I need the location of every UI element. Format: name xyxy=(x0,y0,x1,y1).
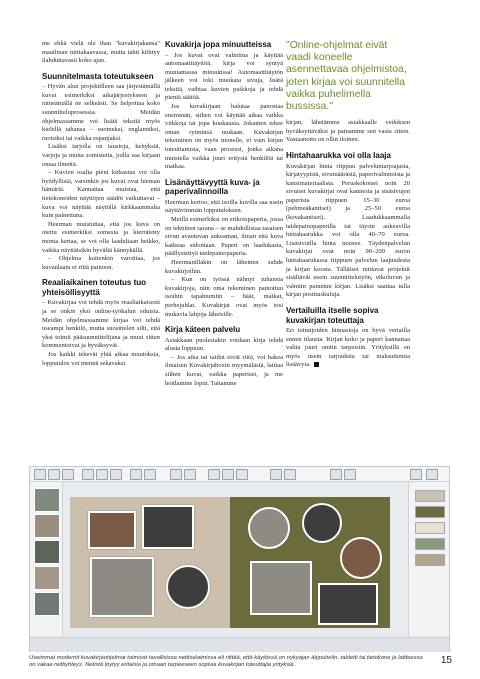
layout-options-panel xyxy=(408,482,449,636)
paragraph: – Hyvän alun projektilleen saa järjestämällä kuvat esimerkiksi aikajärjestykseen ja nimeämällä ne selkeästi. Se helpottaa koko suunnitteluprosessia. Meidän ohjelmassamme voi lisätä tekstiä myös kielellä tahansa – suomeksi, englanniksi, ruotsiksi tai vaikka espanjaksi. xyxy=(42,83,160,142)
background-swatch xyxy=(415,538,445,550)
paragraph: Heerman muistuttaa, että jos kuva on otettu esimerkiksi somesta ja kierrätetty monta kertaa, se voi olla laadultaan heikko, vaikka näyttäisikin hyvältä kännykällä. xyxy=(42,220,160,254)
photo-frame xyxy=(90,557,154,617)
photo-frame-round xyxy=(166,565,210,609)
toolbar-button xyxy=(208,469,220,480)
toolbar-button xyxy=(410,469,422,480)
toolbar-button xyxy=(48,469,60,480)
article-column-3 xyxy=(286,40,410,370)
toolbar-button xyxy=(130,469,142,480)
heading-vertailuilla: Vertailuilla itselle sopiva kuvakirjan toteuttaja xyxy=(286,306,379,325)
toolbar-button xyxy=(330,469,342,480)
paragraph: Meillä esimerkiksi on erikoispaperia, jossa on tekninen sarana – se mahdollistaa tasaisen sivun avautuvan aukeaman, ilman että kuva katkeaa sidontaan. Paperi on laadukasta, päällystettyä taidepainopaperia. xyxy=(165,216,283,258)
pull-quote: "Online-ohjelmat eivät vaadi koneelle asennettavaa ohjelmistoa, joten kirjaa voi suunnitella vaikka puhelimella bussissa." xyxy=(286,40,407,113)
heading-minuutteissa: Kuvakirja jopa minuutteissa xyxy=(165,40,272,49)
toolbar-button xyxy=(184,469,196,480)
editor-status-bar xyxy=(30,637,449,652)
paragraph: kirjan, lähetämme asiakkaalle vedoksen hyväksyttäväksi ja painamme sen vasta sitten. Vastaanotto on ollut iloinen. xyxy=(286,119,410,144)
paragraph: Jos kuvakirjaan halutaa panostaa enemmän, siihen voi käyttää aikaa vaikka viikkoja tai jopa kuukausia. Jokainen tekee oman rytminsä mukaan. Kuvakirjan tekeminen on myös monelle, ei vain kirjan toteuttamista, vaan prosessi, jonka aikana muistella vaikka juuri eritystä henkilöä tai matkaa. xyxy=(165,103,283,171)
paragraph: – Kuvien osalta pieni kirkastus voi olla hyödyllistä, varsinkin jos kuvat ovat hieman hämäriä. Kannattaa muistaa, että tietokoneiden näyttöjen säädöt vaikuttavat – kuva voi näyttää näytöllä kirkkaammalta kuin painettuna. xyxy=(42,169,160,220)
page-thumbnail xyxy=(34,592,60,616)
photo-frame xyxy=(250,561,312,615)
photo-frame-round xyxy=(340,537,382,579)
toolbar-button xyxy=(222,469,234,480)
toolbar-button xyxy=(62,469,74,480)
heading-hintahaarukka: Hintahaarukka voi olla laaja xyxy=(286,151,391,160)
paragraph: – Ohjelma kuitenkin varoittaa, jos kuvanlaatu ei riitä painoon. xyxy=(42,255,160,271)
end-mark-icon xyxy=(314,362,319,367)
toolbar-button xyxy=(284,469,296,480)
paragraph xyxy=(286,327,410,370)
toolbar-button xyxy=(270,469,282,480)
paragraph: Lisäksi tarjolla on taustoja, kehyksiä, varjoja ja muita somisteita, joilla saa kirjaan omaa ilmettä. xyxy=(42,143,160,168)
toolbar-button xyxy=(82,469,94,480)
book-spread-canvas xyxy=(70,497,390,628)
photo-frame xyxy=(88,511,136,549)
heading-kirja-kateen: Kirja käteen palvelu xyxy=(165,325,241,335)
page-thumbnail xyxy=(34,566,60,590)
heading-reaaliaikainen: Reaaliaikainen toteutus tuo yhteisöllisyyttä xyxy=(42,278,147,297)
paragraph: Heerman kertoo, että isoilla kuvilla saa usein näyttävimmän lopputuloksen. xyxy=(165,198,283,215)
page-thumbnail xyxy=(34,514,60,538)
photo-frame xyxy=(318,583,378,625)
paragraph: – Jos kuvat ovat valmiina ja käyttää automaattitäyttöä, kirja voi syntyä muutamassa minuutissa! Automaattitäytön jälkeen voi toki muokata sivuja, lisätä tekstiä, vaihtaa kuvien paikkoja ja tehdä pieniä säätöä. xyxy=(165,51,283,102)
photo-book-editor-screenshot xyxy=(29,466,450,652)
intro-text: me ehkä vielä ole ihan "kuvakirjakansa" maailman mittakaavassa, mutta tahti kiihtyy ilahduttavasti koko ajan. xyxy=(42,40,160,65)
figure-caption: Useimmat modernit kuvakirjaohjelmat toimivat tavallisissa nettiselaimissa eli riittää, että käytössä on nykyajan älypuhelin, tabletti tai tietokone ja laitteessa on vakaa nettiyhteys. Netistä löytyy erilaisia ja omaan tarpeeseen sopivia kuvakirjan toteuttajia yrityksiä. xyxy=(29,655,423,669)
toolbar-button xyxy=(34,469,46,480)
paragraph: Asiakkaan puolestakin voidaan kirja tehdä alusta loppuun. xyxy=(165,336,283,353)
heading-suunnitelmasta: Suunnitelmasta toteutukseen xyxy=(42,71,154,81)
page-thumbnail xyxy=(34,488,60,512)
page-thumbnail-strip xyxy=(30,482,63,636)
toolbar-button xyxy=(96,469,108,480)
page-number: 15 xyxy=(440,655,452,666)
background-swatch xyxy=(415,522,445,534)
toolbar-button xyxy=(170,469,182,480)
toolbar-button xyxy=(344,469,356,480)
paragraph: – Jos aika tai taidot eivät riitä, voi hakea ilmaisen Kuvakirjaboxin myymälästä, laittaa siihen kuvat, vaikka paperiset, ja me hoidamme loput. Taitamme xyxy=(165,353,283,387)
toolbar-button xyxy=(110,469,122,480)
paragraph-text: Eri toimijoiden hinnastoja on hyvä vertailla ennen tilausta. Kirjan koko ja paperi kannattaa valita juuri omiin tarpeisiin. Yrityksillä on myös usein tarjouksia tai maksuttomia lisäävyia. xyxy=(286,327,410,369)
background-swatch xyxy=(415,506,445,518)
editor-toolbar xyxy=(30,467,449,482)
paragraph: – Kun on työssä nähnyt tuhansia kuvakirjoja, niin oma tekeminen painottuu isoihin tapahtumiin – häät, matkat, perhejuhlat. Kuvakirjat ovat myös tosi mukavia lahjoja läheisille. xyxy=(165,276,283,318)
toolbar-button xyxy=(144,469,156,480)
article-column-2 xyxy=(165,40,283,388)
background-swatch xyxy=(415,554,445,566)
page-thumbnail xyxy=(34,540,60,564)
paragraph: Jos kaikki tekevät yhtä aikaa muutoksia, lopputulos voi mennä sekavaksi. xyxy=(42,350,160,367)
photo-frame xyxy=(142,505,194,549)
paragraph: Heermanillakin on läheinen suhde kuvakirjoihin. xyxy=(165,258,283,275)
toolbar-button xyxy=(236,469,248,480)
photo-frame-round xyxy=(302,503,342,543)
paragraph: Kuvakirjan hinta riippuu palveluntarjoajasta, kirjatyypistä, sivumäärästä, paperivalinnoista ja kansimateriaalista. Peruskokoiset noin 20 sivuiset kuvakirjat ovat kannesta ja sisäsivujen paperista riippuen 15–30 euroa (pehmeäkantiset) ja 25–50 euroa (kovakantiset). Laadukkaammalla taidepainopaperilla tai täysin aukeavilla hintahaarukka voi olla 40–70 euroa. Lisäsivuilla hinta nousee. Täydenpalvelun kuvakirjat ovat noin 90–200 euron hintahaarukassa riippuen palvelun laajuudesta ja kirjan koosta. Tälläiset mittavat projektit sisältävät usein suunnittelutyön, oikoluvun ja valmiin painetun kirjan. Lisäksi saattaa tulla kirjan postituskuluja. xyxy=(286,162,411,299)
photo-frame-round xyxy=(248,507,290,549)
paragraph: – Kuvakirjaa voi tehdä myös reaaliaikaisesti ja se onkin yksi online-työkalun eduista. Meidän ohjelmassamme kirjaa voi tehdä useampi henkilö, mutta suosittelen silti, että yksi toimii pääsuunnittelijana ja muut sitten kommentoivat ja hyväksyvät. xyxy=(42,299,160,350)
toolbar-button xyxy=(426,469,438,480)
background-swatch xyxy=(415,490,445,502)
article-column-1 xyxy=(42,40,160,368)
heading-lisanayttavyytta: Lisänäyttävyyttä kuva- ja paperivalinnoilla xyxy=(165,177,260,197)
